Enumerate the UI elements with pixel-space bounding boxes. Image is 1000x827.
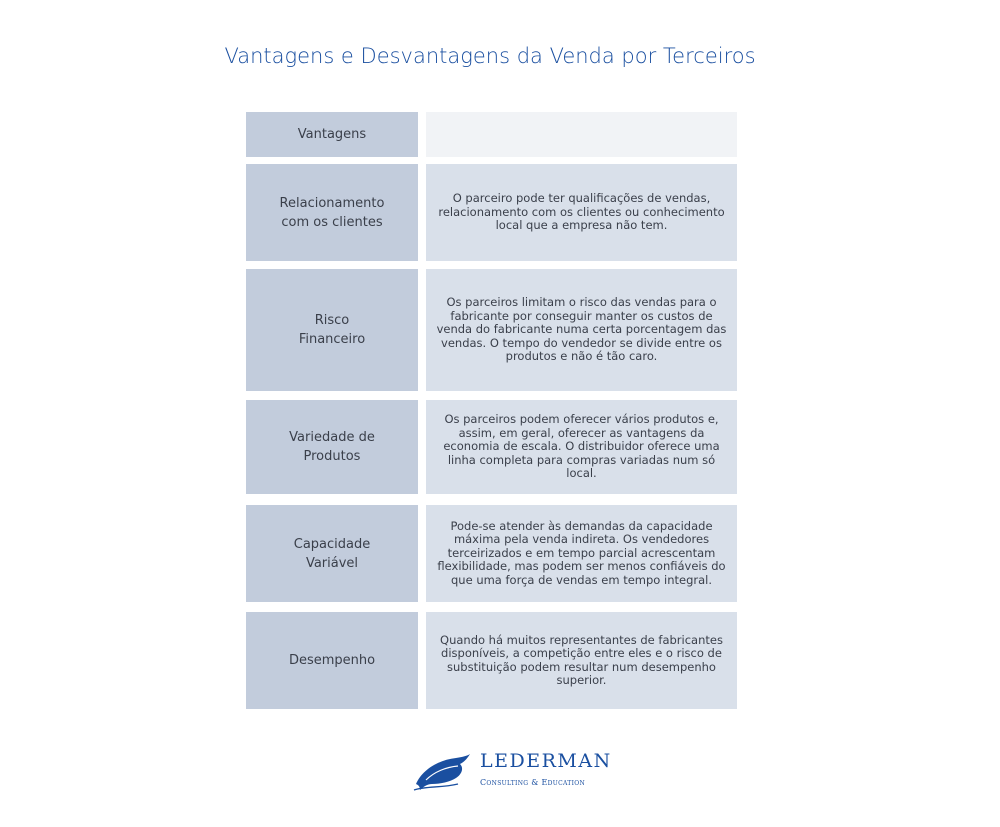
table-row [246,505,737,602]
row-label: Relacionamento com os clientes [246,164,418,261]
row-label: Desempenho [246,612,418,709]
row-description: O parceiro pode ter qualificações de vendas, relacionamento com os clientes ou conhecimento local que a empresa não tem. [426,164,737,261]
table-row [246,164,737,261]
page-title: Vantagens e Desvantagens da Venda por Terceiros [224,44,756,68]
table-row [246,400,737,494]
row-description: Os parceiros podem oferecer vários produtos e, assim, em geral, oferecer as vantagens da economia de escala. O distribuidor oferece uma linha completa para compras variadas num só local. [426,400,737,494]
row-label: Variedade de Produtos [246,400,418,494]
table-row [246,612,737,709]
logo-name: LEDERMAN [480,750,612,772]
table-header-row [246,112,737,157]
dolphin-logo-icon [412,750,472,794]
company-logo [412,748,612,798]
row-label: Risco Financeiro [246,269,418,391]
row-description: Os parceiros limitam o risco das vendas para o fabricante por conseguir manter os custos de venda do fabricante numa certa porcentagem das vendas. O tempo do vendedor se divide entre os produtos e não é tão caro. [426,269,737,391]
row-label: Capacidade Variável [246,505,418,602]
logo-subtitle: Consulting & Education [480,778,586,787]
table-row [246,269,737,391]
header-description [426,112,737,157]
row-description: Pode-se atender às demandas da capacidade máxima pela venda indireta. Os vendedores terceirizados e em tempo parcial acrescentam flexibilidade, mas podem ser menos confiáveis do que uma força de vendas em tempo integral. [426,505,737,602]
row-description: Quando há muitos representantes de fabricantes disponíveis, a competição entre eles e o risco de substituição podem resultar num desempenho superior. [426,612,737,709]
header-label: Vantagens [246,112,418,157]
